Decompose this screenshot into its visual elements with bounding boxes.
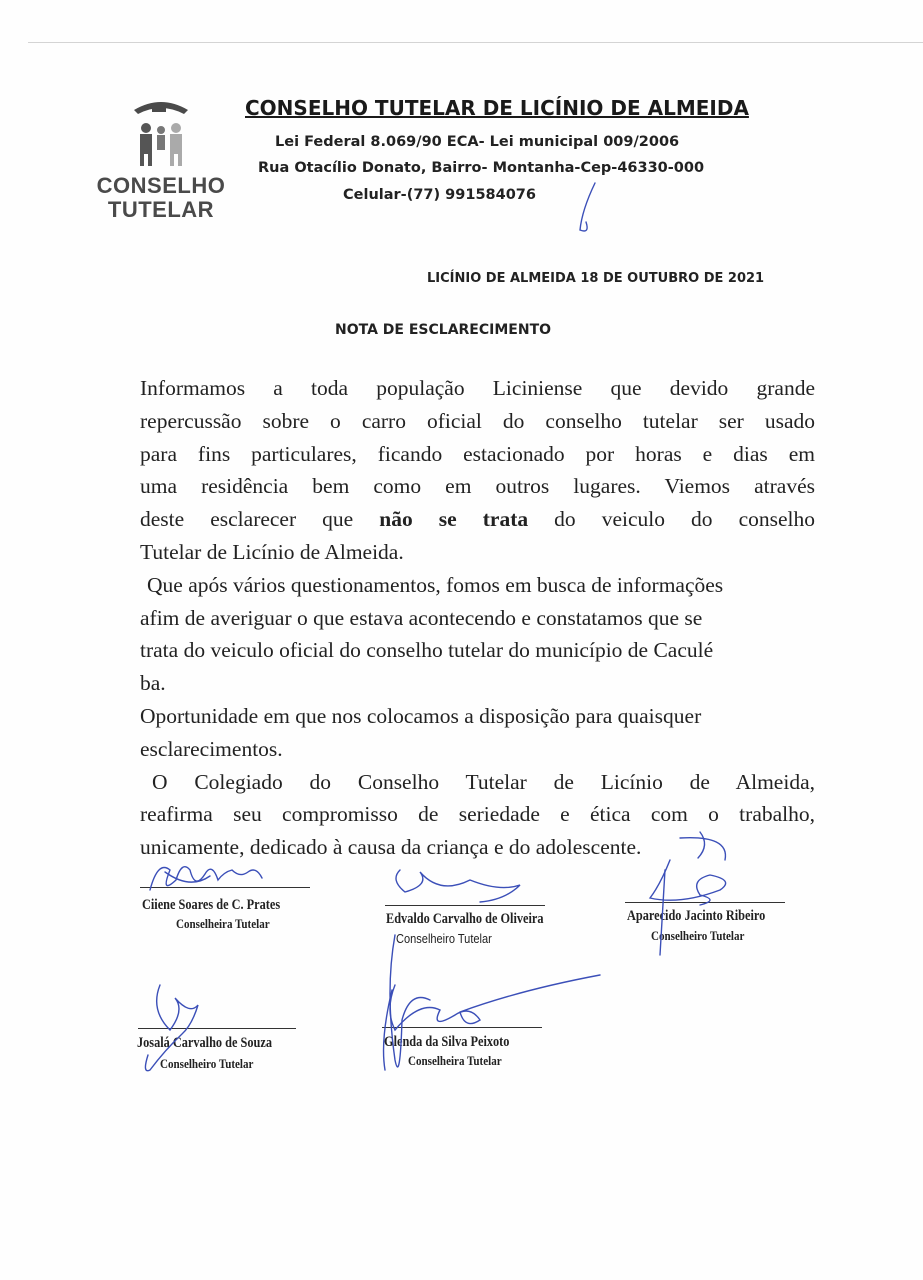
signatory-role: Conselheiro Tutelar [160,1056,254,1071]
body-line: Que após vários questionamentos, fomos em busca de informações [147,572,724,597]
signatory-name: Glenda da Silva Peixoto [384,1034,510,1050]
phone-line: Celular-(77) 991584076 [343,187,536,203]
signatory-role: Conselheiro Tutelar [651,928,745,943]
signatory-role: Conselheiro Tutelar [396,931,492,946]
body-line: reafirma seu compromisso de seriedade e ética com o trabalho, [140,802,815,827]
conselho-tutelar-logo [86,98,246,228]
law-line: Lei Federal 8.069/90 ECA- Lei municipal 009/2006 [275,134,680,150]
body-line: unicamente, dedicado à causa da criança e do adolescente. [140,835,642,860]
signatory-role: Conselheira Tutelar [176,916,270,931]
signature-scribble-5b [384,990,392,1070]
note-title: NOTA DE ESCLARECIMENTO [335,322,552,338]
date-line: LICÍNIO DE ALMEIDA 18 DE OUTUBRO DE 2021 [427,271,765,286]
signature-scribble-1b [165,872,210,882]
stray-pen-mark [580,183,595,231]
body-text-segment: do veiculo do conselho [554,507,815,532]
body-line: trata do veiculo oficial do conselho tutelar do município de Caculé [140,638,714,663]
logo-text-line1: CONSELHO [96,173,226,198]
family-hands-icon [126,98,196,170]
bold-emphasis: não se trata [379,507,529,532]
body-line-emphasis [140,503,815,536]
body-line: afim de averiguar o que estava acontecendo e constatamos que se [140,605,703,630]
header-title: CONSELHO TUTELAR DE LICÍNIO DE ALMEIDA [245,96,749,120]
body-line: O Colegiado do Conselho Tutelar de Licínio de Almeida, [152,769,815,794]
scan-edge-line [28,42,923,43]
body-line: esclarecimentos. [140,736,283,761]
signatory-name: Edvaldo Carvalho de Oliveira [386,911,544,927]
address-line: Rua Otacílio Donato, Bairro- Montanha-Cep-46330-000 [258,160,705,176]
logo-wordmark [86,174,236,222]
body-line: uma residência bem como em outros lugares. Viemos através [140,474,815,499]
body-line: Informamos a toda população Liciniense que devido grande [140,376,815,400]
logo-text-line2: TUTELAR [107,197,215,222]
body-line: Oportunidade em que nos colocamos a disposição para quaisquer [140,703,702,728]
body-text [140,372,815,864]
body-line: ba. [140,671,166,696]
body-line: para fins particulares, ficando estacionado por horas e dias em [140,441,815,466]
signature-line [625,902,785,903]
signature-scribble-2 [396,870,520,902]
body-line: repercussão sobre o carro oficial do conselho tutelar ser usado [140,408,815,433]
signature-line [140,887,310,888]
body-text-segment: deste esclarecer que [140,507,354,532]
signatory-role: Conselheira Tutelar [408,1053,502,1068]
signature-scribble-5 [390,975,600,1030]
signature-line [138,1028,296,1029]
signatory-name: Aparecido Jacinto Ribeiro [627,908,766,924]
body-line: Tutelar de Licínio de Almeida. [140,539,404,564]
signature-line [382,1027,542,1028]
signatory-name: Ciiene Soares de C. Prates [142,897,281,913]
signatory-name: Josalá Carvalho de Souza [137,1035,272,1051]
signature-scribble-3 [650,860,726,905]
signature-line [385,905,545,906]
